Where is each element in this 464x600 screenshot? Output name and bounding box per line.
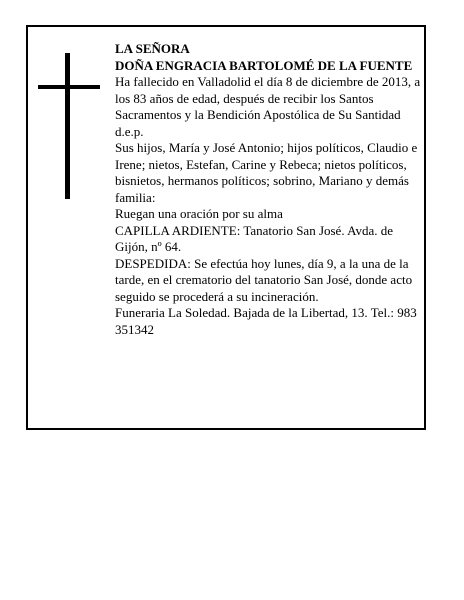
notice-heading-title: LA SEÑORA	[115, 41, 190, 56]
notice-family: Sus hijos, María y José Antonio; hijos políticos, Claudio e Irene; nietos, Estefan, Carine y Rebeca; nietos políticos, bisnietos, hermanos políticos; sobrino, Mariano y demás familia:	[115, 140, 418, 205]
notice-rip: d.e.p.	[115, 123, 144, 139]
notice-chapel: CAPILLA ARDIENTE: Tanatorio San José. Avda. de Gijón, nº 64.	[115, 222, 394, 254]
notice-death-statement: Ha fallecido en Valladolid el día 8 de diciembre de 2013, a los 83 años de edad, después de recibir los Santos Sacramentos y la Bendición Apostólica de Su Santidad	[115, 74, 421, 122]
notice-farewell: DESPEDIDA: Se efectúa hoy lunes, día 9, a la una de la tarde, en el crematorio del tanatorio San José, donde acto seguido se procederá a su incineración.	[115, 255, 413, 304]
notice-funeral-home: Funeraria La Soledad. Bajada de la Libertad, 13. Tel.: 983 351342	[115, 305, 417, 337]
notice-prayer-request: Ruegan una oración por su alma	[115, 206, 283, 221]
obituary-notice	[26, 25, 426, 430]
cross-horizontal-bar	[38, 85, 100, 89]
notice-deceased-name: DOÑA ENGRACIA BARTOLOMÉ DE LA FUENTE	[115, 57, 413, 73]
cross-icon	[38, 53, 100, 199]
notice-body	[115, 41, 421, 338]
cross-vertical-bar	[65, 53, 70, 199]
